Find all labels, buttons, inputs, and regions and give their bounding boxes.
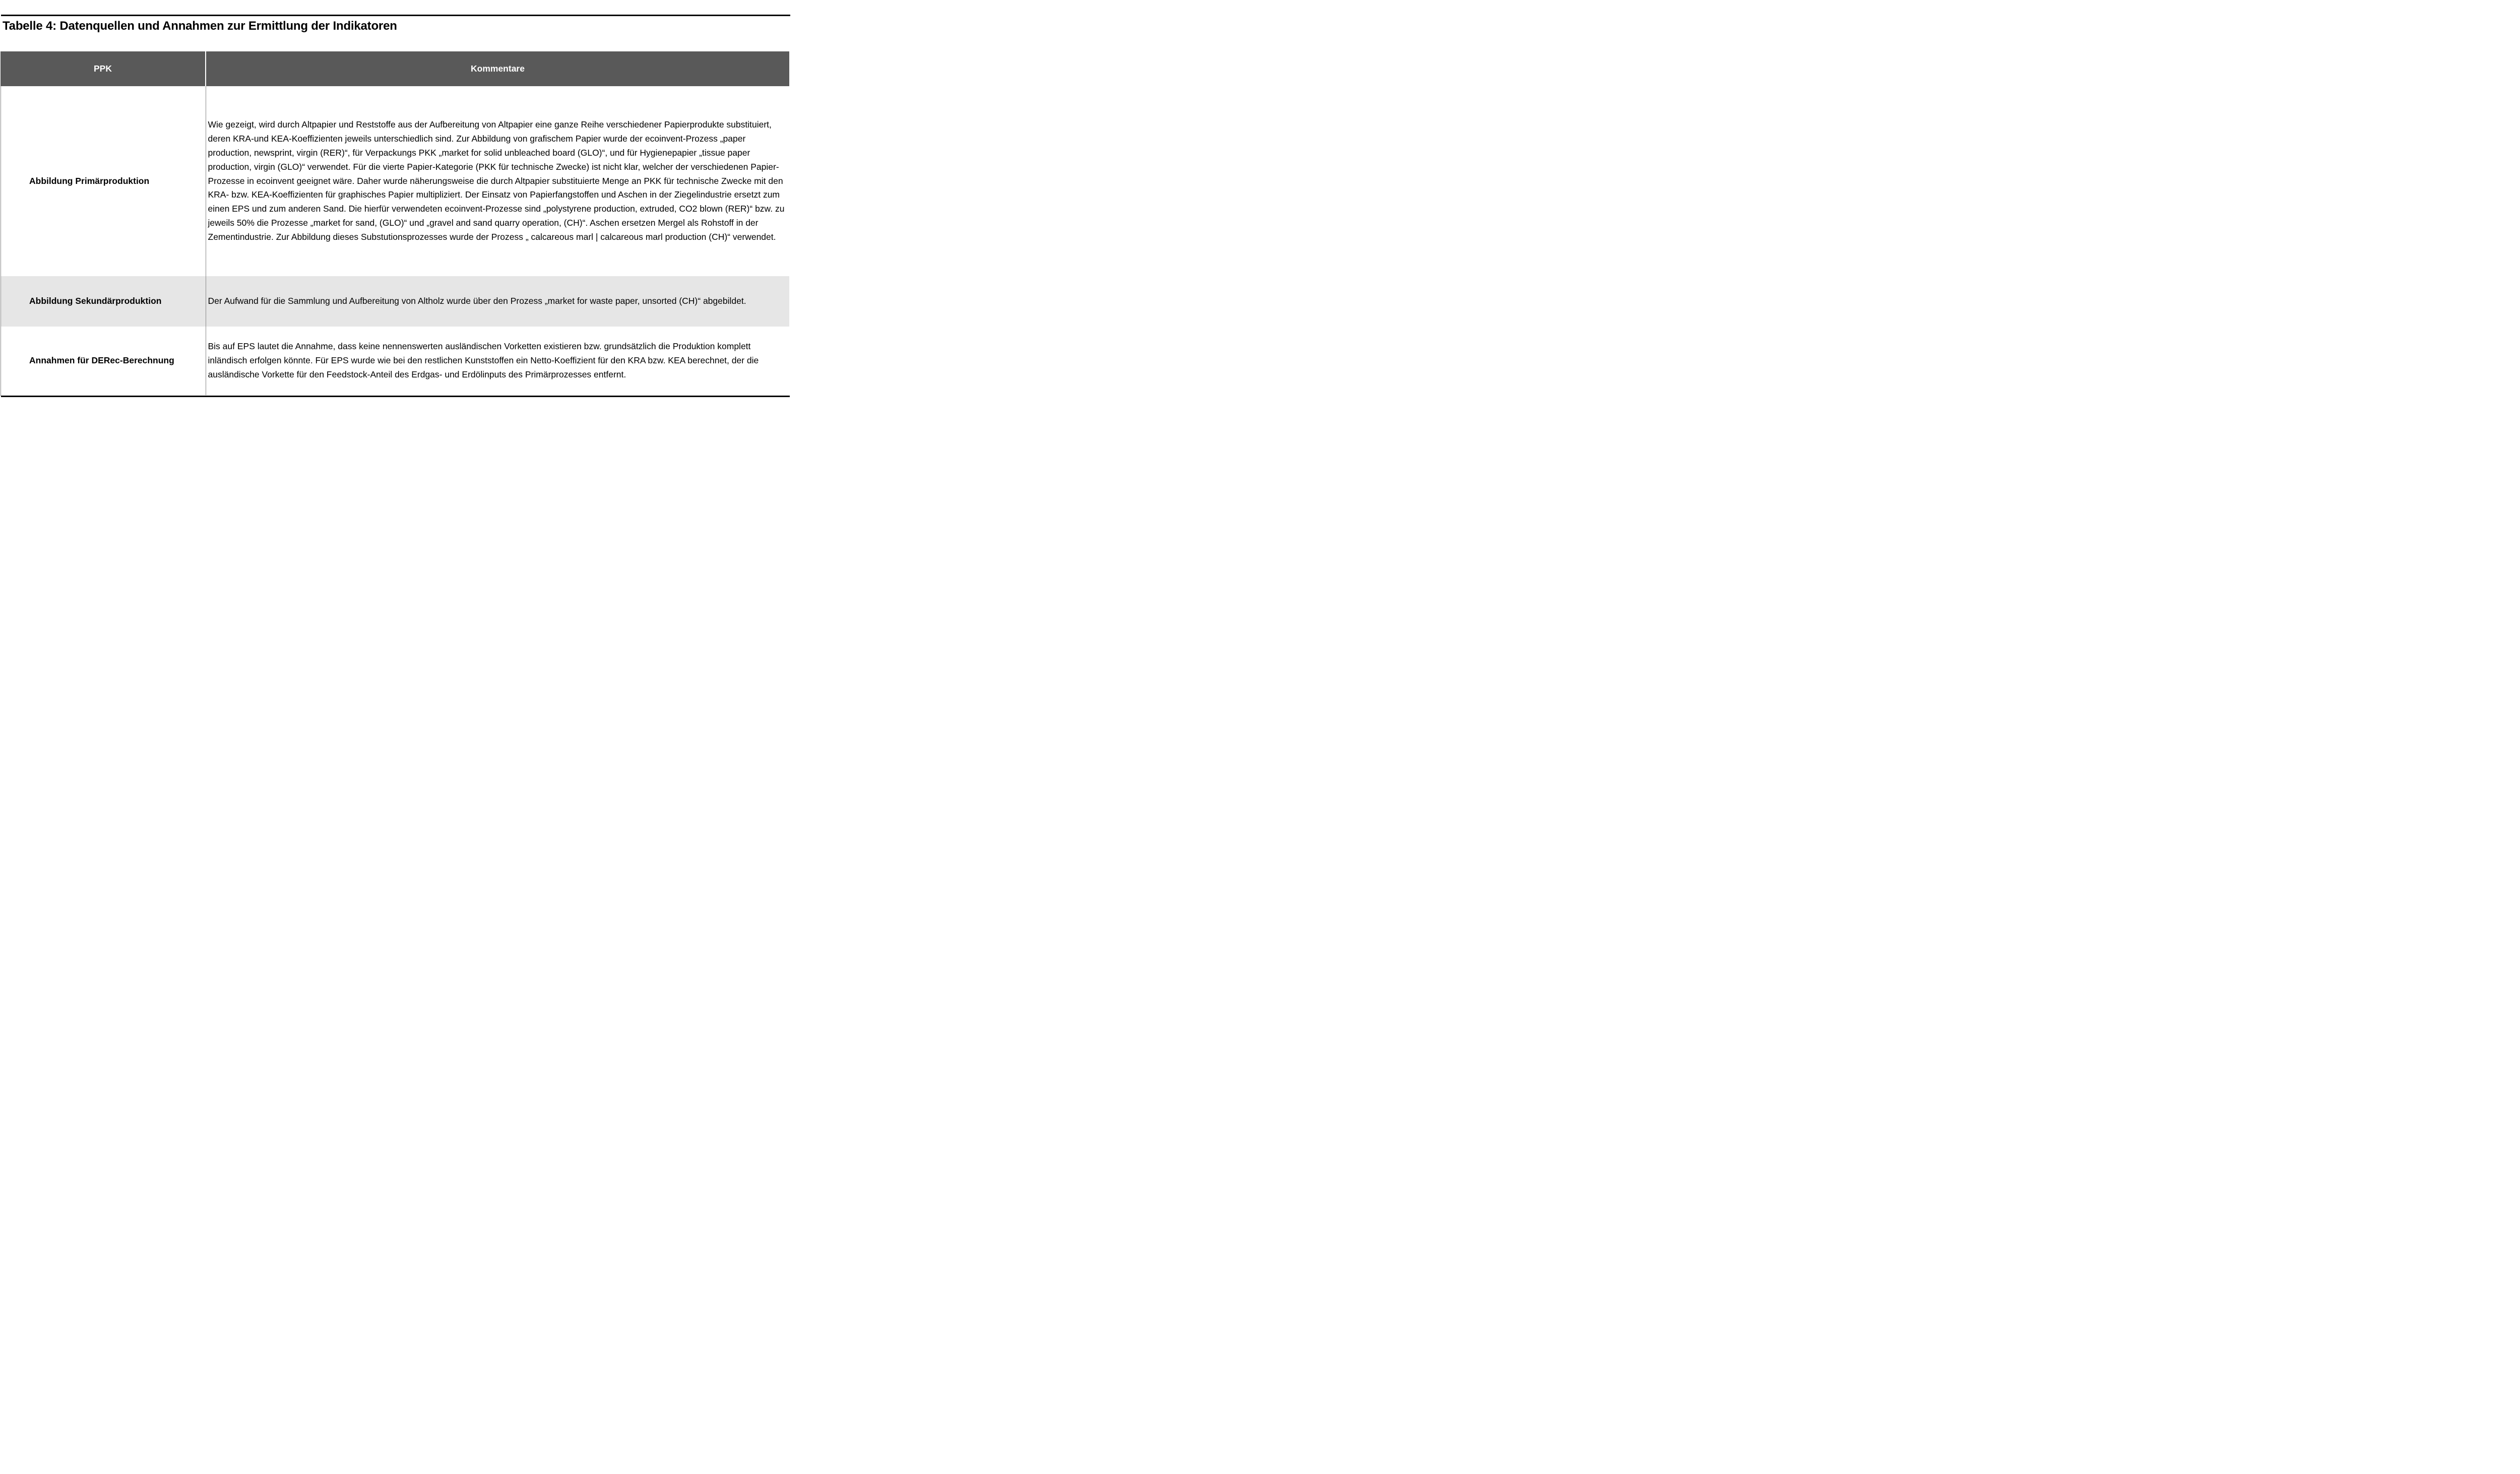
table-header-row bbox=[1, 51, 789, 86]
row-label-primaerproduktion: Abbildung Primärproduktion bbox=[1, 86, 206, 276]
table-row bbox=[1, 327, 789, 395]
row-comment-derec-berechnung: Bis auf EPS lautet die Annahme, dass keine nennenswerten ausländischen Vorketten existieren bzw. grundsätzlich die Produktion komplett inländisch erfolgen könnte. Für EPS wurde wie bei den restlichen Kunststoffen ein Netto-Koeffizient für den KRA bzw. KEA berechnet, der die ausländische Vorkette für den Feedstock-Anteil des Erdgas- und Erdölinputs des Primärprozesses entfernt. bbox=[206, 327, 789, 395]
header-kommentare: Kommentare bbox=[206, 51, 789, 86]
table-row bbox=[1, 276, 789, 327]
top-rule bbox=[1, 15, 790, 16]
data-sources-table bbox=[1, 51, 789, 395]
row-label-sekundaerproduktion: Abbildung Sekundärproduktion bbox=[1, 276, 206, 327]
bottom-rule bbox=[1, 396, 790, 397]
row-label-derec-berechnung: Annahmen für DERec-Berechnung bbox=[1, 327, 206, 395]
row-comment-sekundaerproduktion: Der Aufwand für die Sammlung und Aufbereitung von Altholz wurde über den Prozess „market for waste paper, unsorted (CH)“ abgebildet. bbox=[206, 276, 789, 327]
table-row bbox=[1, 86, 789, 276]
row-comment-primaerproduktion: Wie gezeigt, wird durch Altpapier und Reststoffe aus der Aufbereitung von Altpapier eine ganze Reihe verschiedener Papierprodukte substituiert, deren KRA-und KEA-Koeffizienten jeweils unterschiedlich sind. Zur Abbildung von grafischem Papier wurde der ecoinvent-Prozess „paper production, newsprint, virgin (RER)“, für Verpackungs PKK „market for solid unbleached board (GLO)“, und für Hygienepapier „tissue paper production, virgin (GLO)“ verwendet. Für die vierte Papier-Kategorie (PKK für technische Zwecke) ist nicht klar, welcher der verschiedenen Papier-Prozesse in ecoinvent geeignet wäre. Daher wurde näherungsweise die durch Altpapier substituierte Menge an PKK für technische Zwecke mit den KRA- bzw. KEA-Koeffizienten für graphisches Papier multipliziert. Der Einsatz von Papierfangstoffen und Aschen in der Ziegelindustrie ersetzt zum einen EPS und zum anderen Sand. Die hierfür verwendeten ecoinvent-Prozesse sind „polystyrene production, extruded, CO2 blown (RER)“ bzw. zu jeweils 50% die Prozesse „market for sand, (GLO)“ und „gravel and sand quarry operation, (CH)“. Aschen ersetzen Mergel als Rohstoff in der Zementindustrie. Zur Abbildung dieses Substutionsprozesses wurde der Prozess „ calcareous marl | calcareous marl production (CH)“ verwendet. bbox=[206, 86, 789, 276]
table-caption: Tabelle 4: Datenquellen und Annahmen zur Ermittlung der Indikatoren bbox=[3, 19, 397, 33]
header-ppk: PPK bbox=[1, 51, 206, 86]
